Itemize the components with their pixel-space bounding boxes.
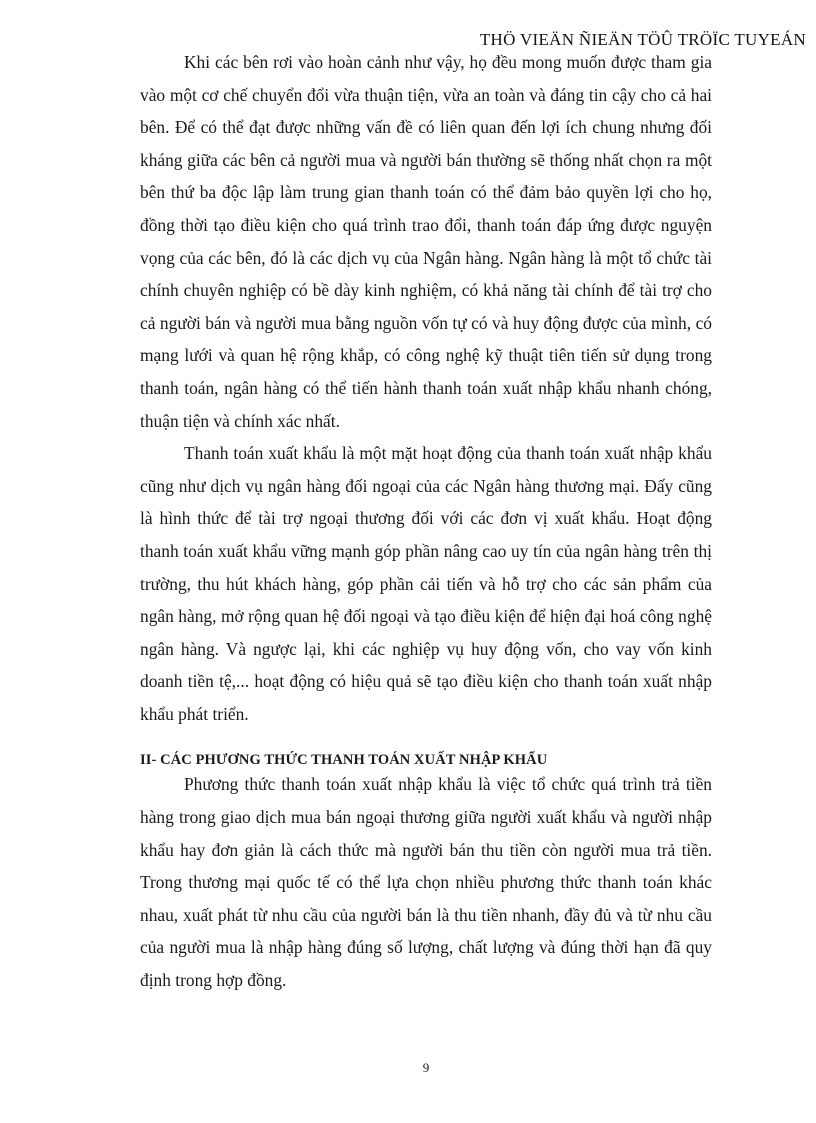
- page-number: 9: [422, 1060, 430, 1075]
- section-paragraph: Phương thức thanh toán xuất nhập khẩu là việc tổ chức quá trình trả tiền hàng trong giao dịch mua bán ngoại thương giữa người xuất khẩu và người nhập khẩu hay đơn giản là cách thức mà người bán thu tiền còn người mua trả tiền. Trong thương mại quốc tế có thể lựa chọn nhiều phương thức thanh toán khác nhau, xuất phát từ nhu cầu của người bán là thu tiền nhanh, đầy đủ và từ nhu cầu của người mua là nhập hàng đúng số lượng, chất lượng và đúng thời hạn đã quy định trong hợp đồng.: [140, 774, 712, 991]
- paragraph-2: Thanh toán xuất khẩu là một mặt hoạt động của thanh toán xuất nhập khẩu cũng như dịch vụ ngân hàng đối ngoại của các Ngân hàng thương mại. Đấy cũng là hình thức để tài trợ ngoại thương đối với các đơn vị xuất khẩu. Hoạt động thanh toán xuất khẩu vững mạnh góp phần nâng cao uy tín của ngân hàng trên thị trường, thu hút khách hàng, góp phần cải tiến và hỗ trợ cho các sản phẩm của ngân hàng, mở rộng quan hệ đối ngoại và tạo điều kiện để hiện đại hoá công nghệ ngân hàng. Và ngược lại, khi các nghiệp vụ huy động vốn, cho vay vốn kinh doanh tiền tệ,... hoạt động có hiệu quả sẽ tạo điều kiện cho thanh toán xuất nhập khẩu phát triển.: [140, 443, 712, 724]
- section-heading: II- CÁC PHƯƠNG THỨC THANH TOÁN XUẤT NHẬP KHẨU: [140, 752, 548, 769]
- paragraph-1: Khi các bên rơi vào hoàn cảnh như vậy, họ đều mong muốn được tham gia vào một cơ chế chuyển đổi vừa thuận tiện, vừa an toàn và đáng tin cậy cho cả hai bên. Để có thể đạt được những vấn đề có liên quan đến lợi ích chung nhưng đối kháng giữa các bên cả người mua và người bán thường sẽ thống nhất chọn ra một bên thứ ba độc lập làm trung gian thanh toán có thể đảm bảo quyền lợi cho họ, đồng thời tạo điều kiện cho quá trình trao đổi, thanh toán đáp ứng được nguyện vọng của các bên, đó là các dịch vụ của Ngân hàng. Ngân hàng là một tổ chức tài chính chuyên nghiệp có bề dày kinh nghiệm, có khả năng tài chính để tài trợ cho cả người bán và người mua bằng nguồn vốn tự có và huy động được của mình, có mạng lưới và quan hệ rộng khắp, có công nghệ kỹ thuật tiên tiến sử dụng trong thanh toán, ngân hàng có thể tiến hành thanh toán xuất nhập khẩu nhanh chóng, thuận tiện và chính xác nhất.: [140, 52, 712, 431]
- running-header: THÖ VIEÄN ÑIEÄN TÖÛ TRÖÏC TUYEÁN: [479, 30, 806, 49]
- document-body: [140, 46, 712, 997]
